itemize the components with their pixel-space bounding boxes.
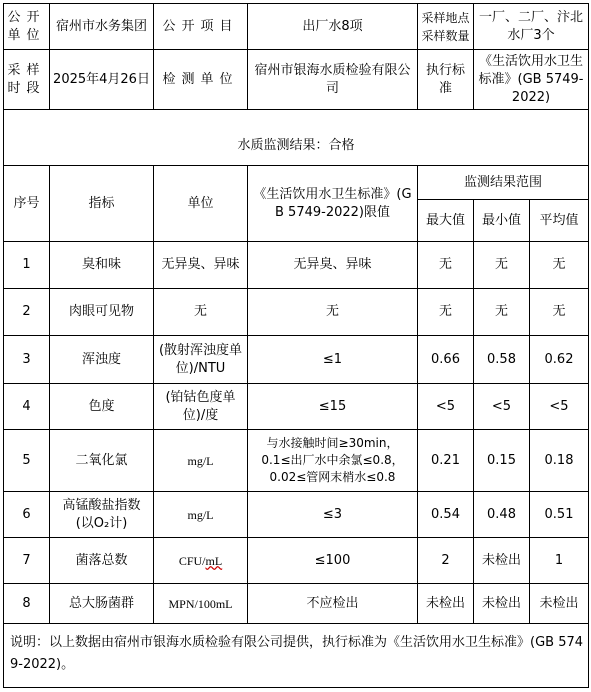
period-label: 采样时段 [4,50,50,110]
row-unit: 无异臭、异味 [154,242,248,289]
row-indicator: 二氧化氯 [50,430,154,492]
table-row [4,384,589,430]
table-row [4,336,589,384]
row-no: 6 [4,492,50,538]
row-min: 无 [474,242,530,289]
row-limit: ≤3 [248,492,418,538]
project-value: 出厂水8项 [248,4,418,50]
table-row [4,430,589,492]
row-indicator: 浑浊度 [50,336,154,384]
row-avg: 无 [530,242,589,289]
row-indicator: 菌落总数 [50,538,154,584]
row-min: 未检出 [474,538,530,584]
row-no: 1 [4,242,50,289]
note-text: 说明：以上数据由宿州市银海水质检验有限公司提供，执行标准为《生活饮用水卫生标准》(GB 5749-2022)。 [4,624,589,688]
row-max: 0.66 [418,336,474,384]
standard-label: 执行标准 [418,50,474,110]
spacer-cell [4,110,589,128]
row-indicator [50,492,154,538]
row-limit: ≤1 [248,336,418,384]
row-max: 未检出 [418,584,474,624]
header-unit: 单位 [154,166,248,242]
report-table [3,3,589,688]
period-value: 2025年4月26日 [50,50,154,110]
limit-line: 与水接触时间≥30min， [266,436,399,450]
unit-label: 检测单位 [154,50,248,110]
indicator-main: 高锰酸盐指数 [62,497,141,513]
row-max: 无 [418,289,474,336]
table-row [4,242,589,289]
row-max: 0.54 [418,492,474,538]
header-max: 最大值 [418,200,474,242]
row-limit: 无异臭、异味 [248,242,418,289]
row-unit: (散射浑浊度单位)/NTU [154,336,248,384]
row-avg: <5 [530,384,589,430]
row-max: <5 [418,384,474,430]
row-min: 未检出 [474,584,530,624]
row-indicator: 臭和味 [50,242,154,289]
org-value: 宿州市水务集团 [50,4,154,50]
result-row [4,128,589,166]
result-text: 水质监测结果：合格 [4,128,589,166]
row-max: 2 [418,538,474,584]
header-limit: 《生活饮用水卫生标准》(GB 5749-2022)限值 [248,166,418,242]
row-unit [154,538,248,584]
row-limit [248,430,418,492]
table-row [4,492,589,538]
sample-label: 采样地点采样数量 [418,4,474,50]
header-min: 最小值 [474,200,530,242]
row-max: 无 [418,242,474,289]
row-unit: (铂钴色度单位)/度 [154,384,248,430]
header-range: 监测结果范围 [418,166,589,200]
project-label: 公开项目 [154,4,248,50]
row-indicator: 肉眼可见物 [50,289,154,336]
row-no: 8 [4,584,50,624]
standard-value: 《生活饮用水卫生标准》(GB 5749-2022) [474,50,589,110]
row-avg: 无 [530,289,589,336]
limit-line: 0.02≤管网末梢水≤0.8 [269,470,396,484]
row-no: 2 [4,289,50,336]
limit-line: 0.1≤出厂水中余氯≤0.8， [261,453,404,467]
row-avg: 1 [530,538,589,584]
info-row-2 [4,50,589,110]
header-row-1 [4,166,589,200]
row-no: 7 [4,538,50,584]
row-unit: mg/L [154,492,248,538]
row-avg: 0.18 [530,430,589,492]
unit-wavy: mL [205,553,223,568]
row-max: 0.21 [418,430,474,492]
row-min: 0.48 [474,492,530,538]
row-no: 5 [4,430,50,492]
info-row-1 [4,4,589,50]
org-label: 公开单位 [4,4,50,50]
table-row [4,289,589,336]
row-min: <5 [474,384,530,430]
table-row [4,584,589,624]
row-unit: mg/L [154,430,248,492]
row-limit: ≤100 [248,538,418,584]
row-no: 3 [4,336,50,384]
row-limit: 无 [248,289,418,336]
unit-value: 宿州市银海水质检验有限公司 [248,50,418,110]
sample-value: 一厂、二厂、汴北水厂3个 [474,4,589,50]
spacer-row [4,110,589,128]
table-row [4,538,589,584]
row-unit: MPN/100mL [154,584,248,624]
header-indicator: 指标 [50,166,154,242]
row-avg: 0.62 [530,336,589,384]
row-min: 0.15 [474,430,530,492]
row-min: 0.58 [474,336,530,384]
row-min: 无 [474,289,530,336]
row-no: 4 [4,384,50,430]
header-no: 序号 [4,166,50,242]
row-avg: 未检出 [530,584,589,624]
row-indicator: 总大肠菌群 [50,584,154,624]
unit-prefix: CFU/ [178,553,206,568]
row-unit: 无 [154,289,248,336]
row-avg: 0.51 [530,492,589,538]
note-row [4,624,589,688]
row-indicator: 色度 [50,384,154,430]
header-avg: 平均值 [530,200,589,242]
row-limit: ≤15 [248,384,418,430]
row-limit: 不应检出 [248,584,418,624]
indicator-sub: (以O₂计) [75,515,128,531]
